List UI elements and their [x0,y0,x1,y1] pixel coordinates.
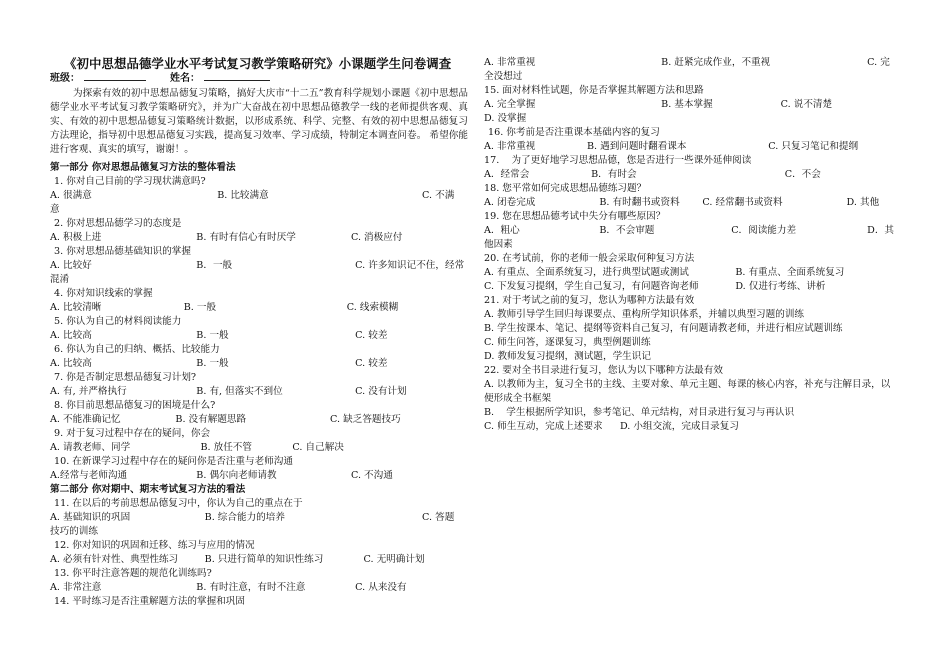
question-1: 1. 你对自己目前的学习现状满意吗? [54,176,206,187]
option[interactable]: D. 其他 [846,197,880,208]
part2-heading: 第二部分 你对期中、期末考试复习方法的看法 [50,484,246,495]
option-continuation: 意 [50,204,60,215]
options-9 [50,441,468,455]
option[interactable]: B. 基本掌握 [661,99,713,110]
option[interactable]: C. 缺乏答题技巧 [330,414,401,425]
question-8: 8. 你目前思想品德复习的困境是什么? [54,400,216,411]
question-7: 7. 你是否制定思想品德复习计划? [54,372,197,383]
question-15: 15. 面对材料性试题，你是否掌握其解题方法和思路 [484,85,704,96]
option[interactable]: B. 没有解题思路 [175,414,247,425]
option[interactable]: B. 比较满意 [217,190,269,201]
option[interactable]: C. 说不清楚 [780,99,833,110]
option[interactable]: A. 比较高 [50,330,92,341]
option[interactable]: B. 有时注意，有时不注意 [196,582,306,593]
option[interactable]: C. 许多知识记不住，经常 [355,260,465,271]
option-continuation: 全没想过 [484,71,523,82]
option[interactable]: B. 赶紧完成作业，不重视 [661,57,771,68]
option[interactable]: C. 没有计划 [355,386,407,397]
question-18: 18. 您平常如何完成思想品德练习题？ [484,183,647,194]
option[interactable]: C. 较差 [355,358,388,369]
option[interactable]: A. 比较高 [50,358,92,369]
options-3 [50,259,468,273]
option[interactable]: B. 学生根据所学知识，参考笔记、单元结构，对目录进行复习与再认识 [484,407,795,418]
right-column [484,56,896,434]
name-label: 姓名： [170,73,200,84]
options-2 [50,231,468,245]
option[interactable]: D. 仅进行考练、讲析 [735,281,826,292]
option[interactable]: C. 下发复习提纲，学生自己复习，有问题咨询老师 [484,281,699,292]
option-continuation: 混淆 [50,274,70,285]
option[interactable]: A. 必须有针对性、典型性练习 [50,554,179,565]
intro-paragraph: 为探索有效的初中思想品德复习策略，搞好大庆市“十二五”教育科学规划小课题《初中思想品德学业水平考试复习教学策略研究》，并为广大奋战在初中思想品德教学一线的老师提供客观、真实、有效的初中思想品德复习策略统计数据，以形成系统、科学、完整、有效的初中思想品德复习方法理论，指导初中思想品德复习实践，提高复习效率、学习成绩，特制定本调查问卷。 希望你能进行客观、真实的填写，谢谢！。 [50,88,468,155]
option[interactable]: A. 闭卷完成 [484,197,536,208]
option[interactable]: C. 消极应付 [350,232,403,243]
option[interactable]: C. 师生互动，完成上述要求 [484,421,603,432]
option[interactable]: B. 有, 但落实不到位 [196,386,283,397]
option[interactable]: C. 只复习笔记和提纲 [768,141,859,152]
options-4 [50,301,468,315]
question-14: 14. 平时练习是否注重解题方法的掌握和巩固 [54,596,245,607]
option[interactable]: C. 完 [867,57,890,68]
options-19 [484,224,896,238]
option[interactable]: C．阅读能力差 [731,225,797,236]
options-13 [50,581,468,595]
option[interactable]: A. 有, 并严格执行 [50,386,127,397]
option[interactable]: B. 有时有信心有时厌学 [196,232,296,243]
question-2: 2. 你对思想品德学习的态度是 [54,218,182,229]
option[interactable]: C. 较差 [355,330,388,341]
option[interactable]: B. 只进行简单的知识性练习 [204,554,324,565]
options-18 [484,196,896,210]
option[interactable]: B. 一般 [196,358,229,369]
option[interactable]: A. 完全掌握 [484,99,536,110]
page-title: 《初中思想品德学业水平考试复习教学策略研究》小课题学生问卷调查 [64,56,452,71]
option[interactable]: A.经常与老师沟通 [50,470,128,481]
class-blank[interactable] [84,71,146,81]
option[interactable]: C. 答题 [422,512,455,523]
option[interactable]: B. 放任不管 [200,442,252,453]
option[interactable]: C. 不满 [422,190,455,201]
question-9: 9. 对于复习过程中存在的疑问，你会 [54,428,211,439]
option[interactable]: B. 一般 [196,330,229,341]
question-6: 6. 你认为自己的归纳、概括、比较能力 [54,344,220,355]
option[interactable]: C. 线索模糊 [346,302,399,313]
option[interactable]: B．不会审题 [599,225,655,236]
question-4: 4. 你对知识线索的掌握 [54,288,153,299]
option[interactable]: A. 有重点、全面系统复习，进行典型试题或测试 [484,267,689,278]
question-11: 11. 在以后的考前思想品德复习中，你认为自己的重点在于 [54,498,303,509]
option[interactable]: A. 以教师为主，复习全书的主线、主要对象、单元主题、每课的核心内容，补充与注解目录，以便形成全书框架 [484,379,891,404]
options-20 [484,266,896,280]
question-17: 17. 为了更好地学习思想品德，您是否进行一些课外延伸阅读 [484,155,752,166]
option[interactable]: C. 从来没有 [355,582,407,593]
option[interactable]: A. 非常注意 [50,582,102,593]
option[interactable]: B．有时会 [591,169,637,180]
options-7 [50,385,468,399]
options-17 [484,168,896,182]
option[interactable]: A. 非常重视 [484,141,536,152]
option[interactable]: A. 不能准确记忆 [50,414,121,425]
options-14 [484,56,896,70]
option[interactable]: A. 请教老师、同学 [50,442,131,453]
options-8 [50,413,468,427]
question-21: 21. 对于考试之前的复习，您认为哪种方法最有效 [484,295,695,306]
options-11 [50,511,468,525]
question-5: 5. 你认为自己的材料阅读能力 [54,316,182,327]
option[interactable]: C．不会 [784,169,821,180]
option[interactable]: A. 基础知识的巩固 [50,512,131,523]
question-22: 22. 要对全书目录进行复习，您认为以下哪种方法最有效 [484,365,723,376]
option-15-d[interactable]: D. 没掌握 [484,113,527,124]
option[interactable]: A．经常会 [484,169,530,180]
option[interactable]: A. 比较清晰 [50,302,102,313]
student-info-line [50,71,468,86]
option[interactable]: C. 无明确计划 [363,554,425,565]
option[interactable]: D．其 [867,225,895,236]
question-20: 20. 在考试前，你的老师一般会采取何种复习方法 [484,253,695,264]
option-continuation: 他因素 [484,239,513,250]
option[interactable]: C. 不沟通 [350,470,393,481]
options-22-cd [484,420,896,434]
part1-heading: 第一部分 你对思想品德复习方法的整体看法 [50,162,236,173]
option[interactable]: B. 有时翻书或资料 [599,197,680,208]
options-16 [484,140,896,154]
option[interactable]: B. 学生按课本、笔记、提纲等资料自己复习，有问题请教老师，并进行相应试题训练 [484,323,843,334]
option[interactable]: B. 遇到问题时翻看课本 [587,141,687,152]
left-column [50,56,468,609]
option[interactable]: B．一般 [196,260,233,271]
option[interactable]: A. 很满意 [50,190,92,201]
option[interactable]: B. 一般 [183,302,217,313]
question-12: 12. 你对知识的巩固和迁移、练习与应用的情况 [54,540,255,551]
question-19: 19. 您在思想品德考试中失分有哪些原因？ [484,211,666,222]
option[interactable]: C. 经常翻书或资料 [702,197,783,208]
name-blank[interactable] [204,71,270,81]
option[interactable]: B. 有重点、全面系统复习 [735,267,845,278]
option[interactable]: A. 比较好 [50,260,92,271]
question-10: 10. 在新课学习过程中存在的疑问你是否注重与老师沟通 [54,456,293,467]
options-15 [484,98,896,112]
options-5 [50,329,468,343]
options-6 [50,357,468,371]
options-10 [50,469,468,483]
option[interactable]: D. 小组交流，完成目录复习 [619,421,739,432]
question-16: 16. 你考前是否注重课本基础内容的复习 [488,127,660,138]
option[interactable]: A. 非常重视 [484,57,536,68]
option[interactable]: A．粗心 [484,225,520,236]
option-continuation: 技巧的训练 [50,526,98,537]
option[interactable]: C. 师生问答，逐课复习，典型例题训练 [484,337,651,348]
option[interactable]: C. 自己解决 [292,442,344,453]
options-12 [50,553,468,567]
option[interactable]: A. 积极上进 [50,232,102,243]
option[interactable]: B. 综合能力的培养 [204,512,285,523]
option[interactable]: B. 偶尔向老师请教 [196,470,277,481]
class-label: 班级： [50,73,80,84]
option[interactable]: A. 教师引导学生回归每课要点、重构所学知识体系，并辅以典型习题的训练 [484,309,805,320]
options-20-cd [484,280,896,294]
option[interactable]: D. 教师发复习提纲，测试题，学生识记 [484,351,651,362]
question-13: 13. 你平时注意答题的规范化训练吗? [54,568,212,579]
options-1 [50,189,468,203]
question-3: 3. 你对思想品德基础知识的掌握 [54,246,191,257]
